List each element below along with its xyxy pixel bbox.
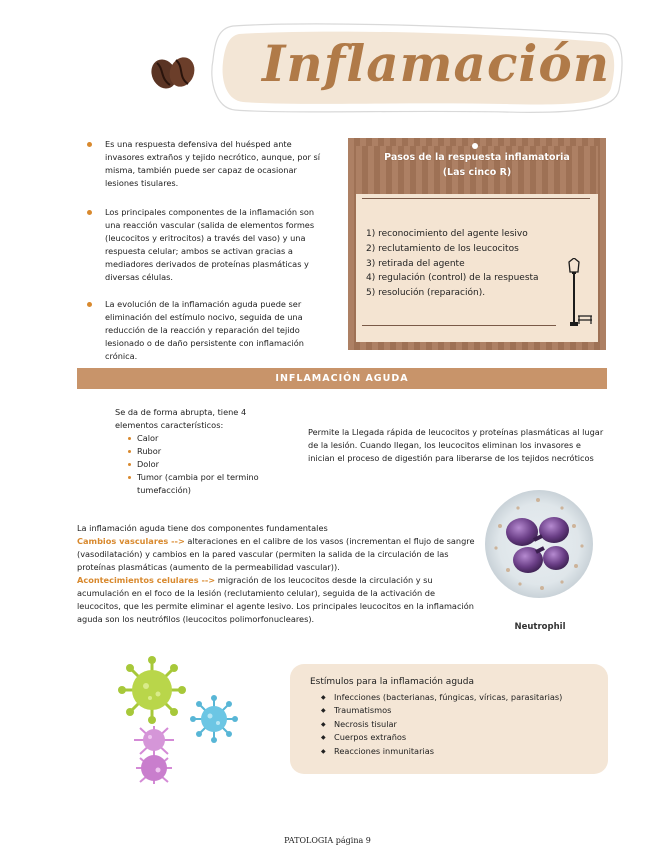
signs-list <box>115 432 295 497</box>
image-caption: Neutrophil <box>514 622 566 632</box>
bullet-dot <box>87 210 92 215</box>
list-item: Tumor (cambia por el termino tumefacción) <box>137 471 277 497</box>
list-item: 2) reclutamiento de los leucocitos <box>366 243 519 254</box>
acute-description: Permite la Llegada rápida de leucocitos y proteínas plasmáticas al lugar de la lesión. Cuando llegan, los leucocitos eliminan los invasores e inician el proceso de digestión para liberarse de los tejidos necróticos <box>308 427 604 463</box>
cellular-paragraph: Acontecimientos celulares --> migración de los leucocitos desde la circulación y su acumulación en el foco de la lesión (reclutamiento celular), seguida de la activación de leucocitos, que les permite eliminar el agente lesivo. Los principales leucocitos en la inflamación aguda son los neutrófilos (leucocitos polimorfonucleares). <box>77 575 474 624</box>
list-item: ◆ Necrosis tisular <box>318 718 562 731</box>
signs-block <box>115 406 295 497</box>
list-item: 3) retirada del agente <box>366 258 465 269</box>
stimuli-list <box>318 691 562 758</box>
steps-title: Pasos de la respuesta inflamatoria (Las cinco R) <box>384 152 570 178</box>
components-intro: La inflamación aguda tiene dos componentes fundamentales <box>77 523 328 533</box>
list-item: ◆ Traumatismos <box>318 704 562 717</box>
stimuli-title: Estímulos para la inflamación aguda <box>310 677 474 687</box>
list-item: Dolor <box>137 458 295 471</box>
list-item: 1) reconocimiento del agente lesivo <box>366 229 528 239</box>
street-lamp-icon <box>560 258 594 328</box>
divider <box>362 198 590 199</box>
page-footer: PATOLOGIA página 9 <box>284 836 371 845</box>
intro-bullet-2: Los principales componentes de la inflamación son una reacción vascular (salida de elementos formes (leucocitos y eritrocitos) a través del vaso) y una respuesta celular; ambos se activan gracias a mediadores derivados de proteínas plasmáticas y diversas células. <box>105 206 320 284</box>
coffee-bean-icon <box>148 52 198 92</box>
neutrophil-image <box>478 486 600 608</box>
virus-pink-icon <box>132 724 176 786</box>
vascular-paragraph: Cambios vasculares --> alteraciones en el calibre de los vasos (incrementan el flujo de sangre (vasodilatación) y cambios en la pared vascular (permiten la salida de la circulación de las proteínas plasmáticas (aumento de la permeabilidad vascular)). <box>77 536 475 572</box>
list-item: 4) regulación (control) de la respuesta <box>366 273 539 284</box>
bullet-dot <box>87 142 92 147</box>
intro-bullet-3: La evolución de la inflamación aguda puede ser eliminación del estímulo nocivo, seguida de una reducción de la reacción y reparación del tejido lesionado o de daño persistente con inflamación crónica. <box>105 298 320 363</box>
signs-intro: Se da de forma abrupta, tiene 4 <box>115 407 247 417</box>
virus-blue-icon <box>190 695 238 743</box>
components-block <box>77 522 477 626</box>
list-item: ◆ Reacciones inmunitarias <box>318 745 562 758</box>
intro-bullet-1: Es una respuesta defensiva del huésped ante invasores extraños y tejido necrótico, aunque, por sí misma, también puede ser capaz de ocasionar lesiones tisulares. <box>105 138 320 190</box>
list-item: Calor <box>137 432 295 445</box>
pin-icon <box>472 143 478 149</box>
virus-green-icon <box>118 656 186 724</box>
page-title: Inflamación <box>262 34 611 93</box>
signs-intro: elementos característicos: <box>115 420 224 430</box>
bullet-dot <box>87 302 92 307</box>
vascular-label: Cambios vasculares --> <box>77 536 185 546</box>
divider <box>362 325 556 326</box>
cellular-label: Acontecimientos celulares --> <box>77 575 216 585</box>
list-item: ◆ Infecciones (bacterianas, fúngicas, víricas, parasitarias) <box>318 691 562 704</box>
list-item: 5) resolución (reparación). <box>366 288 486 299</box>
list-item: ◆ Cuerpos extraños <box>318 731 562 744</box>
section-header: INFLAMACIÓN AGUDA <box>77 368 607 389</box>
list-item: Rubor <box>137 445 295 458</box>
